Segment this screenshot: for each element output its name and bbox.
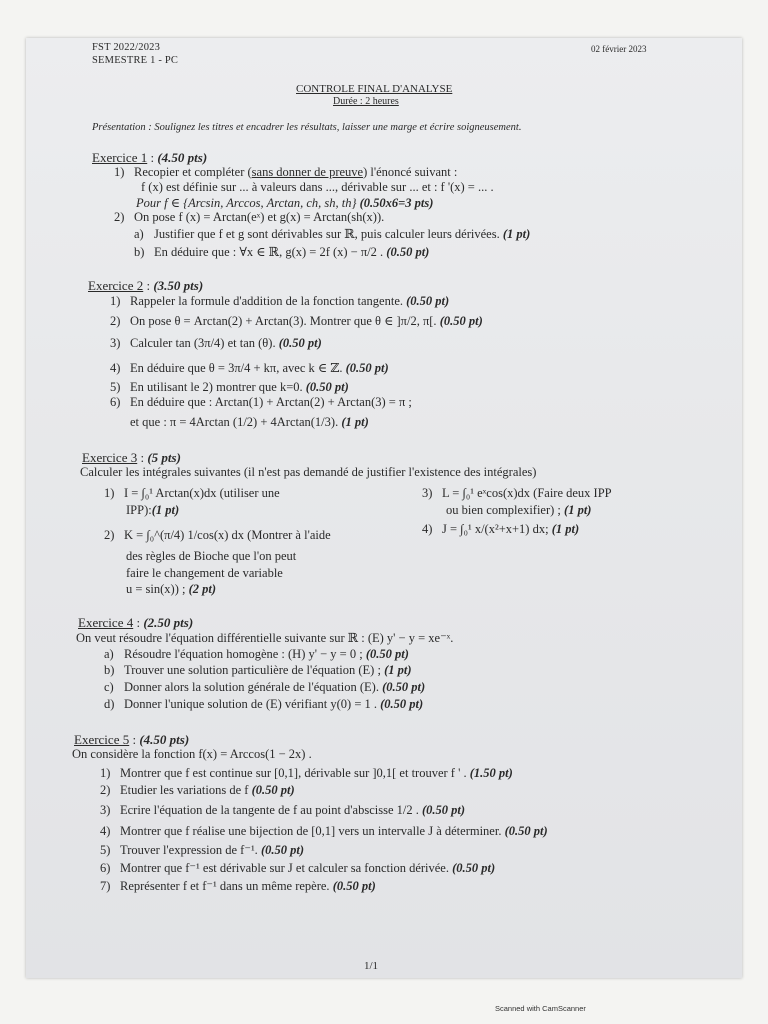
exercise-3-item-2-line-2: des règles de Bioche que l'on peut (126, 549, 297, 563)
exam-duration: Durée : 2 heures (333, 96, 399, 107)
header-semester: SEMESTRE 1 - PC (92, 55, 179, 66)
exercise-3-item-3: 3) L = ∫₀¹ eˣcos(x)dx (Faire deux IPP (422, 486, 612, 500)
exercise-4-points: (2.50 pts) (143, 615, 194, 630)
exercise-5-item-3: 3) Ecrire l'équation de la tangente de f au point d'abscisse 1/2 . (0.50 pt) (100, 803, 466, 817)
exercise-4-label: Exercice 4 (78, 615, 134, 630)
exercise-3-item-4: 4) J = ∫₀¹ x/(x²+x+1) dx; (1 pt) (422, 522, 580, 536)
exercise-4-title: Exercice 4 : (2.50 pts) (78, 615, 194, 630)
exercise-3-item-2-line-4: u = sin(x)) ; (2 pt) (126, 582, 217, 596)
page-number: 1/1 (364, 960, 379, 972)
exercise-5-item-2: 2) Etudier les variations de f (0.50 pt) (100, 783, 295, 797)
exercise-1-points: (4.50 pts) (157, 150, 208, 165)
exercise-3-item-2-line-3: faire le changement de variable (126, 566, 283, 580)
page-title: CONTROLE FINAL D'ANALYSE (296, 83, 453, 95)
exercise-1-statement: f (x) est définie sur ... à valeurs dans ..., dérivable sur ... et : f '(x) = ... . (141, 180, 494, 194)
presentation-instructions: Présentation : Soulignez les titres et encadrer les résultats, laisser une marge et écrire soigneusement. (92, 122, 522, 133)
exercise-3-label: Exercice 3 (82, 450, 138, 465)
exercise-1-item-2b: b) En déduire que : ∀x ∈ ℝ, g(x) = 2f (x) − π/2 . (0.50 pt) (134, 245, 430, 259)
exercise-4-item-a: a) Résoudre l'équation homogène : (H) y' − y = 0 ; (0.50 pt) (104, 647, 409, 661)
exercise-2-label: Exercice 2 (88, 278, 144, 293)
exercise-2-item-1: 1) Rappeler la formule d'addition de la fonction tangente. (0.50 pt) (110, 294, 450, 308)
exercise-3-item-1-cont: IPP):(1 pt) (126, 503, 180, 517)
exercise-4-intro: On veut résoudre l'équation différentielle suivante sur ℝ : (E) y' − y = xe⁻ˣ. (76, 631, 454, 645)
exercise-5-title: Exercice 5 : (4.50 pts) (74, 732, 190, 747)
exercise-3-intro: Calculer les intégrales suivantes (il n'est pas demandé de justifier l'existence des intégrales) (80, 465, 537, 479)
exercise-5-label: Exercice 5 (74, 732, 130, 747)
exercise-1-label: Exercice 1 (92, 150, 148, 165)
header-institution: FST 2022/2023 (92, 42, 161, 53)
exercise-5-intro: On considère la fonction f(x) = Arccos(1 − 2x) . (72, 747, 312, 761)
exercise-1-item-2a: a) Justifier que f et g sont dérivables sur ℝ, puis calculer leurs dérivées. (1 pt) (134, 227, 531, 241)
exercise-1-item-2: 2) On pose f (x) = Arctan(eˣ) et g(x) = Arctan(sh(x)). (114, 210, 385, 224)
exercise-2-item-3: 3) Calculer tan (3π/4) et tan (θ). (0.50 pt) (110, 336, 322, 350)
exercise-2-item-5: 5) En utilisant le 2) montrer que k=0. (0.50 pt) (110, 380, 349, 394)
exercise-5-item-4: 4) Montrer que f réalise une bijection de [0,1] vers un intervalle J à déterminer. (0.50 pt) (100, 824, 548, 838)
exercise-1-function-set: Pour f ∈ {Arcsin, Arccos, Arctan, ch, sh, th} (0.50x6=3 pts) (136, 196, 434, 210)
exercise-5-item-7: 7) Représenter f et f⁻¹ dans un même repère. (0.50 pt) (100, 879, 376, 893)
exercise-5-points: (4.50 pts) (139, 732, 190, 747)
exercise-2-item-4: 4) En déduire que θ = 3π/4 + kπ, avec k ∈ ℤ. (0.50 pt) (110, 361, 389, 375)
exercise-3-points: (5 pts) (147, 450, 181, 465)
exercise-5-item-5: 5) Trouver l'expression de f⁻¹. (0.50 pt) (100, 843, 304, 857)
camscanner-watermark: Scanned with CamScanner (495, 1004, 586, 1013)
exercise-5-item-1: 1) Montrer que f est continue sur [0,1], dérivable sur ]0,1[ et trouver f ' . (1.50 pt) (100, 766, 513, 780)
exercise-2-item-6-cont: et que : π = 4Arctan (1/2) + 4Arctan(1/3). (1 pt) (130, 415, 369, 429)
exercise-3-item-1: 1) I = ∫₀¹ Arctan(x)dx (utiliser une (104, 486, 280, 500)
exercise-4-item-c: c) Donner alors la solution générale de l'équation (E). (0.50 pt) (104, 680, 426, 694)
header-date: 02 février 2023 (591, 44, 647, 54)
exercise-1-title: Exercice 1 : (4.50 pts) (92, 150, 208, 165)
exercise-3-title: Exercice 3 : (5 pts) (82, 450, 181, 465)
exercise-2-points: (3.50 pts) (153, 278, 204, 293)
exercise-2-item-2: 2) On pose θ = Arctan(2) + Arctan(3). Montrer que θ ∈ ]π/2, π[. (0.50 pt) (110, 314, 483, 328)
exercise-2-title: Exercice 2 : (3.50 pts) (88, 278, 204, 293)
exercise-2-item-6: 6) En déduire que : Arctan(1) + Arctan(2) + Arctan(3) = π ; (110, 395, 412, 409)
exercise-3-item-2: 2) K = ∫₀^(π/4) 1/cos(x) dx (Montrer à l'aide (104, 528, 331, 542)
exercise-3-item-3-cont: ou bien complexifier) ; (1 pt) (446, 503, 592, 517)
exercise-4-item-d: d) Donner l'unique solution de (E) vérifiant y(0) = 1 . (0.50 pt) (104, 697, 424, 711)
exercise-4-item-b: b) Trouver une solution particulière de l'équation (E) ; (1 pt) (104, 663, 412, 677)
exam-sheet (26, 38, 742, 978)
exercise-5-item-6: 6) Montrer que f⁻¹ est dérivable sur J et calculer sa fonction dérivée. (0.50 pt) (100, 861, 496, 875)
exercise-1-item-1: 1) Recopier et compléter (sans donner de preuve) l'énoncé suivant : (114, 165, 458, 179)
